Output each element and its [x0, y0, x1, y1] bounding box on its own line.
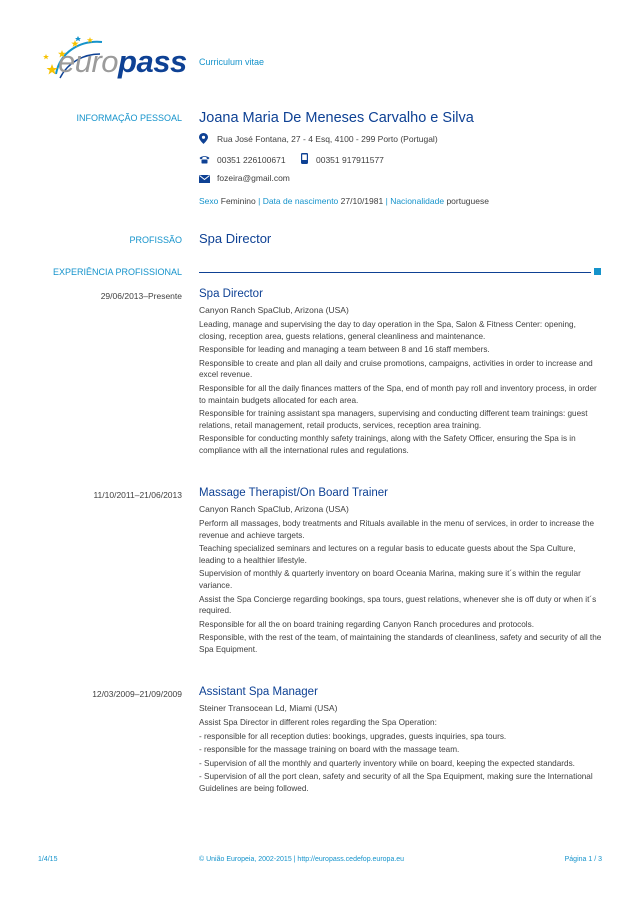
section-marker: [594, 268, 601, 275]
birth-date-value: 27/10/1981: [340, 196, 384, 206]
job-dates: 11/10/2011–21/06/2013: [93, 490, 182, 500]
job-employer: Steiner Transocean Ld, Miami (USA): [199, 703, 338, 713]
personal-details-line: [199, 196, 489, 206]
job-duty: Leading, manage and supervising the day to day operation in the Spa, Salon & Fitness Center: opening, closing, reception area, guests relations, general cleanliness and maintenance.: [199, 320, 576, 341]
candidate-name: Joana Maria De Meneses Carvalho e Silva: [199, 110, 474, 126]
job-duty: - responsible for the massage training on board with the massage team.: [199, 745, 460, 755]
nationality-label: Nacionalidade: [390, 196, 445, 206]
job-dates: 12/03/2009–21/09/2009: [92, 689, 182, 699]
document-title: Curriculum vitae: [199, 57, 265, 67]
job-title: Spa Director: [199, 288, 263, 300]
job-duty: Teaching specialized seminars and lectures on a regular basis to educate guests about the Spa Culture, leading to a healthier lifestyle.: [199, 544, 576, 565]
job-duty: Responsible, with the rest of the team, of maintaining the standards of cleanliness, safety and security of all the Spa Equipment.: [199, 633, 602, 654]
europass-wordmark: [58, 44, 187, 80]
job-employer: Canyon Ranch SpaClub, Arizona (USA): [199, 305, 349, 315]
job-duty: Responsible for training assistant spa managers, supervising and conducting different team trainings: guest relations, retail management, retail products, services, reception area training.: [199, 409, 588, 430]
job-duty: Assist Spa Director in different roles regarding the Spa Operation:: [199, 718, 437, 727]
job-title: Assistant Spa Manager: [199, 686, 318, 698]
birth-date-label: Data de nascimento: [262, 196, 339, 206]
footer-copyright-link[interactable]: © União Europeia, 2002-2015 | http://europass.cedefop.europa.eu: [199, 856, 405, 863]
phone-number: 00351 226100671: [217, 155, 286, 165]
job-duty: - Supervision of all the port clean, safety and security of all the Spa Equipment, making sure the International Guidelines are being followed.: [199, 772, 593, 793]
job-title: Massage Therapist/On Board Trainer: [199, 487, 388, 499]
job-duty: Perform all massages, body treatments and Rituals available in the menu of services, in order to increase the revenue and achieve targets.: [199, 519, 595, 540]
nationality-value: portuguese: [446, 196, 489, 206]
job-entry: [199, 287, 604, 459]
profession-label: PROFISSÃO: [129, 235, 182, 245]
separator: |: [385, 196, 388, 206]
job-duty: Assist the Spa Concierge regarding bookings, spa tours, guest relations, whenever she is off duty or when it´s required.: [199, 594, 597, 616]
email-link[interactable]: fozeira@gmail.com: [217, 173, 290, 183]
email-icon: [199, 175, 210, 183]
footer-page-number: Página 1 / 3: [564, 856, 602, 863]
personal-info-label: INFORMAÇÃO PESSOAL: [76, 113, 182, 123]
job-duty: Responsible for all the daily finances matters of the Spa, end of month pay roll and inventory process, in order to maintain budgets allocated for each area.: [199, 383, 597, 405]
job-duty: - responsible for all reception duties: bookings, upgrades, guests inquiries, spa tours.: [199, 731, 507, 741]
profession-value: Spa Director: [199, 231, 272, 246]
job-duty: Responsible for all the on board training regarding Canyon Ranch procedures and protocols.: [199, 619, 534, 629]
sex-label: Sexo: [199, 196, 219, 206]
job-entry: [199, 685, 604, 797]
logo-euro-text: euro: [58, 44, 119, 79]
section-divider: [199, 272, 591, 273]
mobile-number: 00351 917911577: [316, 155, 384, 165]
sex-value: Feminino: [220, 196, 256, 206]
logo-pass-text: pass: [118, 44, 187, 79]
footer-date: 1/4/15: [38, 856, 58, 863]
job-duty: - Supervision of all the monthly and quarterly inventory while on board, keeping the expected standards.: [199, 758, 575, 768]
separator: |: [258, 196, 261, 206]
job-dates: 29/06/2013–Presente: [100, 291, 182, 301]
phone-icon: [199, 155, 210, 164]
job-entry: [199, 486, 604, 658]
location-pin-icon: [199, 133, 208, 144]
job-duty: Responsible for conducting monthly safety trainings, along with the Safety Officer, ensuring the Spa is in compliance with all the international rules and regulations.: [199, 434, 576, 455]
job-employer: Canyon Ranch SpaClub, Arizona (USA): [199, 504, 349, 514]
address-text: Rua José Fontana, 27 - 4 Esq, 4100 - 299 Porto (Portugal): [217, 134, 438, 144]
job-duty: Responsible to create and plan all daily and cruise promotions, campaigns, activities in order to increase and excel revenue.: [199, 358, 593, 380]
job-duty: Supervision of monthly & quarterly inventory on board Oceania Marina, making sure it´s within the regular variance.: [199, 569, 581, 590]
experience-section-label: EXPERIÊNCIA PROFISSIONAL: [52, 267, 182, 277]
job-duty: Responsible for leading and managing a team between 8 and 16 staff members.: [199, 345, 490, 355]
mobile-phone-icon: [301, 153, 308, 164]
